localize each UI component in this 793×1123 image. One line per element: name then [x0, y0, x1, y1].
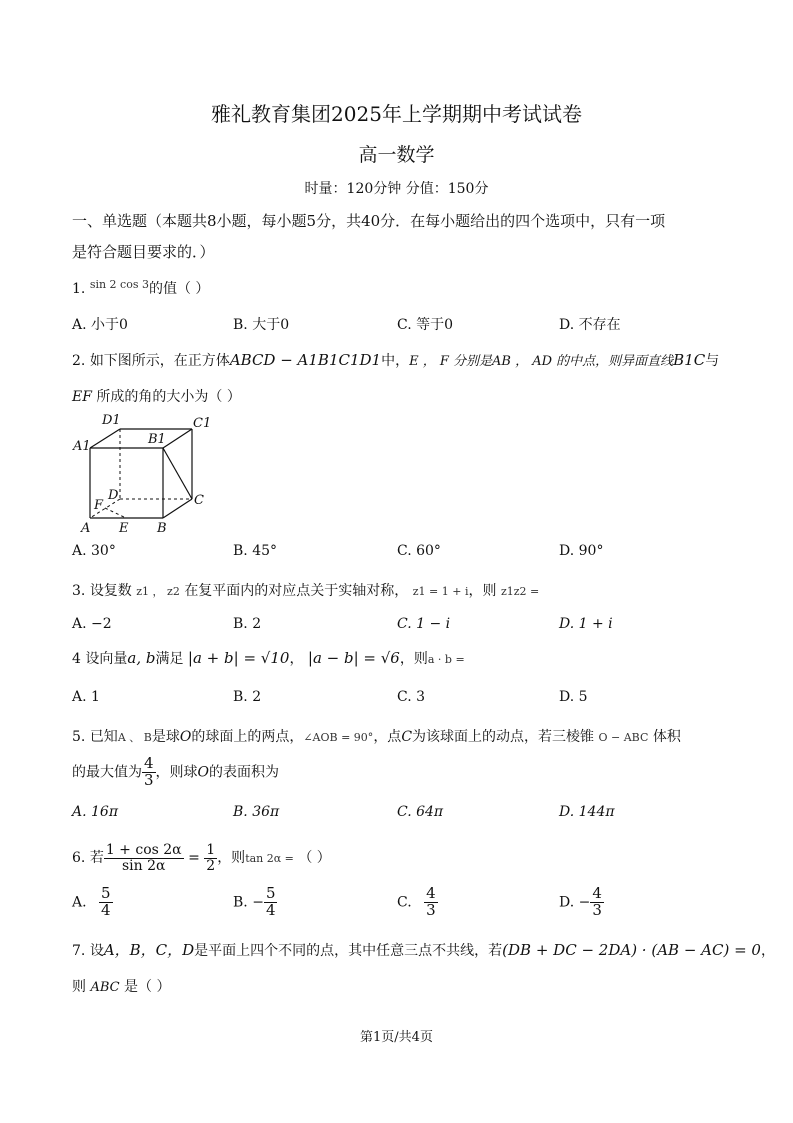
question-text: ，则 [217, 850, 246, 867]
label-f: F [94, 498, 104, 513]
question-number: 2. [72, 353, 86, 369]
option-d: D. 5 [559, 689, 588, 705]
option-c: C. 3 [397, 689, 426, 705]
math-expression: C [401, 729, 413, 745]
label-b1: B1 [148, 432, 166, 447]
fraction-denominator: 2 [206, 857, 216, 874]
fraction-numerator: 4 [592, 884, 602, 902]
question-number: 3. [72, 583, 86, 599]
question-1 [72, 278, 209, 298]
question-text: ，则 [399, 651, 428, 667]
segment-b1c [163, 448, 192, 499]
fraction [590, 886, 604, 919]
question-6 [72, 843, 331, 873]
fraction [104, 843, 184, 873]
math-expression: A 、 B [117, 731, 152, 744]
question-text: （ ） [298, 850, 331, 867]
label-e: E [119, 521, 129, 536]
question-number: 5. [72, 729, 86, 745]
option-d: D. 144π [559, 804, 615, 820]
question-text: 是平面上四个不同的点，其中任意三点不共线，若 [194, 943, 503, 959]
option-c [397, 886, 438, 919]
option-a: A. 1 [72, 689, 100, 705]
option-a: A. 16π [72, 804, 119, 820]
question-3 [72, 580, 539, 600]
question-text: ，点 [373, 729, 402, 745]
math-expression: ABCD − A1B1C1D1 [229, 351, 382, 369]
question-2-line1 [72, 350, 719, 370]
question-text: 在复平面内的对应点关于实轴对称， [184, 583, 409, 599]
question-text: 所成的角的大小为（ ） [96, 389, 241, 405]
option-a: A. 30° [72, 543, 116, 559]
option-label: B. [233, 894, 248, 911]
fraction [424, 886, 438, 919]
question-text: 的表面积为 [209, 764, 280, 781]
fraction-denominator: 3 [426, 900, 436, 919]
option-d [559, 886, 604, 919]
page-footer: 第1页/共4页 [360, 1030, 433, 1045]
edge-c1b1 [163, 429, 192, 448]
fraction-denominator: sin 2α [121, 857, 166, 874]
math-expression: ABC [90, 980, 120, 995]
fraction-denominator: 4 [101, 900, 111, 919]
option-a [72, 886, 113, 919]
math-expression: sin 2 cos 3 [89, 278, 149, 291]
question-text: 的球面上的两点， [191, 729, 304, 745]
option-b [233, 886, 277, 919]
fraction-numerator: 4 [144, 754, 154, 772]
math-expression: tan 2α = [245, 852, 294, 866]
math-expression: ∠AOB = 90° [303, 731, 374, 744]
question-text: ， [289, 651, 304, 667]
fraction-denominator: 3 [144, 770, 154, 789]
question-text: 如下图所示，在正方体 [89, 353, 230, 369]
question-number: 7. [72, 943, 86, 959]
math-expression: A，B，C，D [103, 941, 195, 959]
option-label: D. [559, 894, 575, 911]
math-expression: z1z2 = [500, 585, 540, 598]
label-d: D [108, 488, 119, 503]
math-expression: |a − b| = √6 [307, 649, 400, 667]
question-text: 设向量 [85, 651, 128, 667]
math-expression: AB ， AD 的中点，则异面直线 [492, 354, 674, 369]
option-c: C. 64π [397, 804, 444, 820]
label-b: B [157, 521, 167, 536]
math-expression: O − ABC [598, 731, 649, 744]
label-a: A [81, 521, 91, 536]
fraction-numerator: 5 [101, 884, 111, 902]
option-b: B. 36π [233, 804, 280, 820]
option-c: C. 1 − i [397, 616, 451, 632]
section-intro-line2: 是符合题目要求的．） [72, 243, 215, 261]
option-d: D. 1 + i [559, 616, 613, 632]
label-d1: D1 [102, 413, 121, 428]
exam-title: 雅礼教育集团2025年上学期期中考试试卷 [211, 102, 582, 126]
option-label: C. [397, 894, 412, 911]
question-text: 若 [89, 850, 104, 867]
option-d: D. 90° [559, 543, 604, 559]
edge-cb [163, 499, 192, 518]
question-5-line1 [72, 726, 681, 746]
fraction-numerator: 1 + cos 2α [105, 842, 182, 858]
question-text: 设 [89, 943, 104, 959]
fraction-denominator: 3 [592, 900, 602, 919]
segment-ef [105, 508, 126, 518]
math-expression: EF [72, 389, 92, 405]
question-5-line2 [72, 756, 279, 789]
question-text: 已知 [89, 729, 118, 745]
math-expression: O [197, 764, 210, 781]
option-sign: − [252, 894, 264, 911]
option-d: D. 不存在 [559, 317, 621, 333]
question-number: 4 [72, 651, 81, 667]
option-label: A. [72, 894, 87, 911]
math-expression: a · b = [427, 653, 465, 666]
option-c: C. 等于0 [397, 317, 454, 333]
question-7-line1 [72, 939, 775, 960]
question-text: 则 [72, 979, 86, 995]
question-text: 满足 [155, 651, 184, 667]
fraction-numerator: 4 [426, 884, 436, 902]
equals-sign: = [188, 850, 200, 867]
question-text: 与 [705, 353, 720, 369]
option-a: A. 小于0 [72, 317, 128, 333]
math-expression: z1 = 1 + i [412, 585, 469, 598]
question-text: 中， [381, 353, 410, 369]
math-expression: E ， F 分别是 [409, 354, 493, 369]
question-text: 设复数 [89, 583, 132, 599]
option-b: B. 大于0 [233, 317, 290, 333]
question-number: 1. [72, 281, 86, 297]
exam-subtitle: 高一数学 [358, 144, 435, 166]
question-text: ， [760, 943, 775, 959]
math-expression: z1 ， z2 [136, 585, 180, 598]
option-b: B. 2 [233, 689, 262, 705]
fraction [142, 756, 156, 789]
question-text: 体积 [652, 729, 681, 745]
cube-figure [72, 412, 222, 538]
fraction-denominator: 4 [265, 900, 276, 919]
section-intro-line1: 一、单选题（本题共8小题，每小题5分，共40分．在每小题给出的四个选项中，只有一项 [72, 212, 666, 230]
option-b: B. 45° [233, 543, 278, 559]
question-2-line2 [72, 386, 241, 406]
math-expression: a, b [127, 649, 156, 667]
question-text: 是球 [151, 729, 180, 745]
question-text: 的最大值为 [72, 764, 142, 781]
fraction-numerator: 5 [265, 884, 276, 902]
math-expression: |a + b| = √10 [187, 649, 290, 667]
label-c: C [194, 493, 204, 508]
question-number: 6. [72, 850, 86, 867]
question-4 [72, 648, 465, 668]
option-c: C. 60° [397, 543, 441, 559]
question-7-line2 [72, 976, 171, 996]
fraction-numerator: 1 [206, 842, 216, 858]
question-text: ，则 [468, 583, 497, 599]
math-expression: B1C [673, 351, 706, 369]
question-text: 是（ ） [124, 979, 171, 995]
question-text: 的值（ ） [148, 281, 210, 297]
edge-a1d1 [90, 429, 120, 448]
fraction [264, 886, 278, 919]
option-b: B. 2 [233, 616, 262, 632]
fraction [99, 886, 113, 919]
question-text: ，则球 [155, 764, 198, 781]
label-c1: C1 [193, 416, 212, 431]
option-a: A. −2 [72, 616, 112, 632]
question-text: 为该球面上的动点，若三棱锥 [412, 729, 595, 745]
exam-meta: 时量：120分钟 分值：150分 [304, 181, 489, 197]
label-a1: A1 [73, 439, 91, 454]
math-expression: O [179, 729, 192, 745]
option-sign: − [578, 894, 591, 911]
fraction [204, 843, 217, 873]
vector-equation: (DB + DC − 2DA) · (AB − AC) = 0 [502, 941, 761, 959]
